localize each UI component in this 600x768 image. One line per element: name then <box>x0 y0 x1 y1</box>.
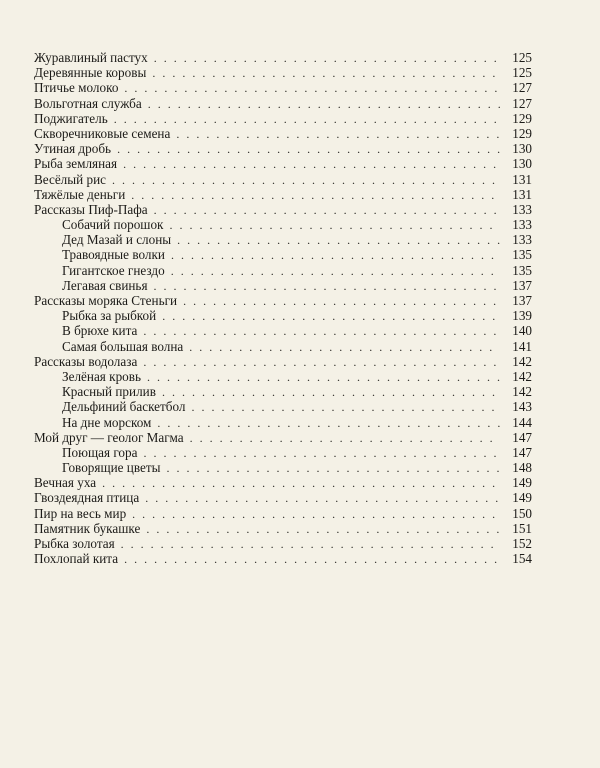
toc-page-number: 139 <box>512 308 532 324</box>
toc-page-number: 149 <box>512 475 532 491</box>
toc-entry <box>34 475 532 490</box>
toc-entry-title: Мой друг — геолог Магма <box>34 429 184 445</box>
toc-entry <box>34 172 532 187</box>
toc-entry-title: Рыбка за рыбкой <box>62 308 157 324</box>
dot-leader <box>171 264 500 279</box>
dot-leader <box>148 97 500 112</box>
dot-leader <box>192 400 501 415</box>
toc-entry <box>34 354 532 369</box>
toc-page-number: 148 <box>512 460 532 476</box>
toc-page-number: 151 <box>512 520 532 536</box>
toc-page-number: 142 <box>512 353 532 369</box>
dot-leader <box>167 461 501 476</box>
toc-entry-title: Рассказы моряка Стеньги <box>34 293 178 308</box>
dot-leader <box>176 127 500 142</box>
toc-entry-title: Деревянные коровы <box>34 65 147 81</box>
toc-entry-title: Журавлиный пастух <box>34 50 148 65</box>
toc-subentry <box>34 323 532 338</box>
dot-leader <box>112 173 500 188</box>
toc-entry <box>34 141 532 156</box>
dot-leader <box>152 66 500 81</box>
toc-page-number: 133 <box>512 232 532 248</box>
toc-entry <box>34 80 532 95</box>
toc-entry <box>34 430 532 445</box>
dot-leader <box>162 309 500 324</box>
toc-entry-title: На дне морском <box>62 414 152 430</box>
dot-leader <box>143 355 500 370</box>
toc-page-number: 152 <box>512 536 532 551</box>
toc-entry <box>34 50 532 65</box>
toc-page-number: 125 <box>512 65 532 81</box>
dot-leader <box>154 203 500 218</box>
toc-page-number: 127 <box>512 95 532 111</box>
toc-subentry <box>34 369 532 384</box>
toc-entry-title: Травоядные волки <box>62 247 165 263</box>
dot-leader <box>154 279 500 294</box>
toc-entry-title: Дед Мазай и слоны <box>62 232 172 248</box>
toc-entry <box>34 506 532 521</box>
dot-leader <box>131 188 500 203</box>
toc-page-number: 131 <box>512 171 532 187</box>
toc-page-number: 150 <box>512 505 532 521</box>
dot-leader <box>121 537 500 552</box>
dot-leader <box>123 157 500 172</box>
toc-entry <box>34 293 532 308</box>
toc-entry-title: Рассказы Пиф-Пафа <box>34 201 148 217</box>
toc-page-number: 154 <box>512 551 532 567</box>
toc-page-number: 125 <box>512 50 532 65</box>
toc-subentry <box>34 308 532 323</box>
toc-entry-title: Рыба земляная <box>34 156 118 172</box>
toc-entry-title: Весёлый рис <box>34 171 106 187</box>
toc-subentry <box>34 217 532 232</box>
toc-entry-title: Говорящие цветы <box>62 460 161 476</box>
toc-entry-title: Собачий порошок <box>62 217 164 233</box>
toc-page-number: 137 <box>512 277 532 293</box>
toc-entry <box>34 65 532 80</box>
toc-subentry <box>34 232 532 247</box>
toc-subentry <box>34 384 532 399</box>
toc-entry-title: Утиная дробь <box>34 141 112 157</box>
toc-page-number: 131 <box>512 186 532 202</box>
dot-leader <box>146 522 500 537</box>
dot-leader <box>177 233 500 248</box>
toc-entry-title: Птичье молоко <box>34 80 119 96</box>
toc-subentry <box>34 415 532 430</box>
toc-entry-title: Тяжёлые деньги <box>34 186 126 202</box>
toc-entry-title: Дельфиний баскетбол <box>62 399 186 415</box>
toc-subentry <box>34 278 532 293</box>
dot-leader <box>117 142 500 157</box>
toc-entry <box>34 551 532 566</box>
toc-subentry <box>34 247 532 262</box>
toc-entry <box>34 202 532 217</box>
dot-leader <box>102 476 500 491</box>
toc-entry-title: Гигантское гнездо <box>62 262 165 278</box>
dot-leader <box>124 552 500 567</box>
toc-page-number: 140 <box>512 323 532 339</box>
toc-subentry <box>34 460 532 475</box>
toc-entry-title: Памятник букашке <box>34 520 141 536</box>
toc-entry-title: Гвоздеядная птица <box>34 490 140 506</box>
toc-page-number: 143 <box>512 399 532 415</box>
dot-leader <box>157 416 500 431</box>
toc-entry-title: Самая большая волна <box>62 338 184 354</box>
toc-page-number: 133 <box>512 201 532 217</box>
toc-page-number: 129 <box>512 125 532 141</box>
dot-leader <box>183 294 500 309</box>
toc-entry-title: В брюхе кита <box>62 323 138 339</box>
toc-page-number: 147 <box>512 444 532 460</box>
dot-leader <box>132 507 500 522</box>
dot-leader <box>147 370 500 385</box>
toc-entry-title: Скворечниковые семена <box>34 125 171 141</box>
toc-entry-title: Рыбка золотая <box>34 536 115 551</box>
dot-leader <box>143 446 500 461</box>
toc-page-number: 130 <box>512 141 532 157</box>
toc-subentry <box>34 339 532 354</box>
toc-page-number: 129 <box>512 110 532 126</box>
toc-page-number: 137 <box>512 293 532 308</box>
toc-entry-title: Вечная уха <box>34 475 97 491</box>
toc-page-number: 144 <box>512 414 532 430</box>
toc-entry <box>34 536 532 551</box>
table-of-contents <box>34 50 532 566</box>
toc-page-number: 149 <box>512 490 532 506</box>
toc-entry <box>34 96 532 111</box>
toc-entry-title: Красный прилив <box>62 384 156 400</box>
toc-entry-title: Рассказы водолаза <box>34 353 138 369</box>
dot-leader <box>143 324 500 339</box>
toc-page-number: 127 <box>512 80 532 96</box>
toc-subentry <box>34 263 532 278</box>
toc-page-number: 142 <box>512 368 532 384</box>
dot-leader <box>124 81 500 96</box>
dot-leader <box>114 112 500 127</box>
toc-page-number: 147 <box>512 429 532 445</box>
toc-subentry <box>34 445 532 460</box>
toc-entry-title: Поющая гора <box>62 444 138 460</box>
toc-entry-title: Поджигатель <box>34 110 108 126</box>
dot-leader <box>171 248 500 263</box>
toc-entry-title: Вольготная служба <box>34 95 142 111</box>
toc-page-number: 141 <box>512 338 532 354</box>
toc-entry <box>34 490 532 505</box>
dot-leader <box>169 218 500 233</box>
toc-page-number: 133 <box>512 217 532 233</box>
toc-entry-title: Зелёная кровь <box>62 368 142 384</box>
toc-entry-title: Пир на весь мир <box>34 505 127 521</box>
dot-leader <box>162 385 500 400</box>
toc-entry <box>34 521 532 536</box>
toc-subentry <box>34 399 532 414</box>
dot-leader <box>189 340 500 355</box>
toc-entry-title: Легавая свинья <box>62 277 148 293</box>
toc-page-number: 142 <box>512 384 532 400</box>
dot-leader <box>154 51 500 66</box>
toc-entry <box>34 111 532 126</box>
toc-entry-title: Похлопай кита <box>34 551 119 567</box>
dot-leader <box>190 431 500 446</box>
toc-entry <box>34 156 532 171</box>
dot-leader <box>145 491 500 506</box>
toc-page-number: 135 <box>512 247 532 263</box>
toc-page-number: 130 <box>512 156 532 172</box>
toc-entry <box>34 187 532 202</box>
toc-entry <box>34 126 532 141</box>
toc-page-number: 135 <box>512 262 532 278</box>
